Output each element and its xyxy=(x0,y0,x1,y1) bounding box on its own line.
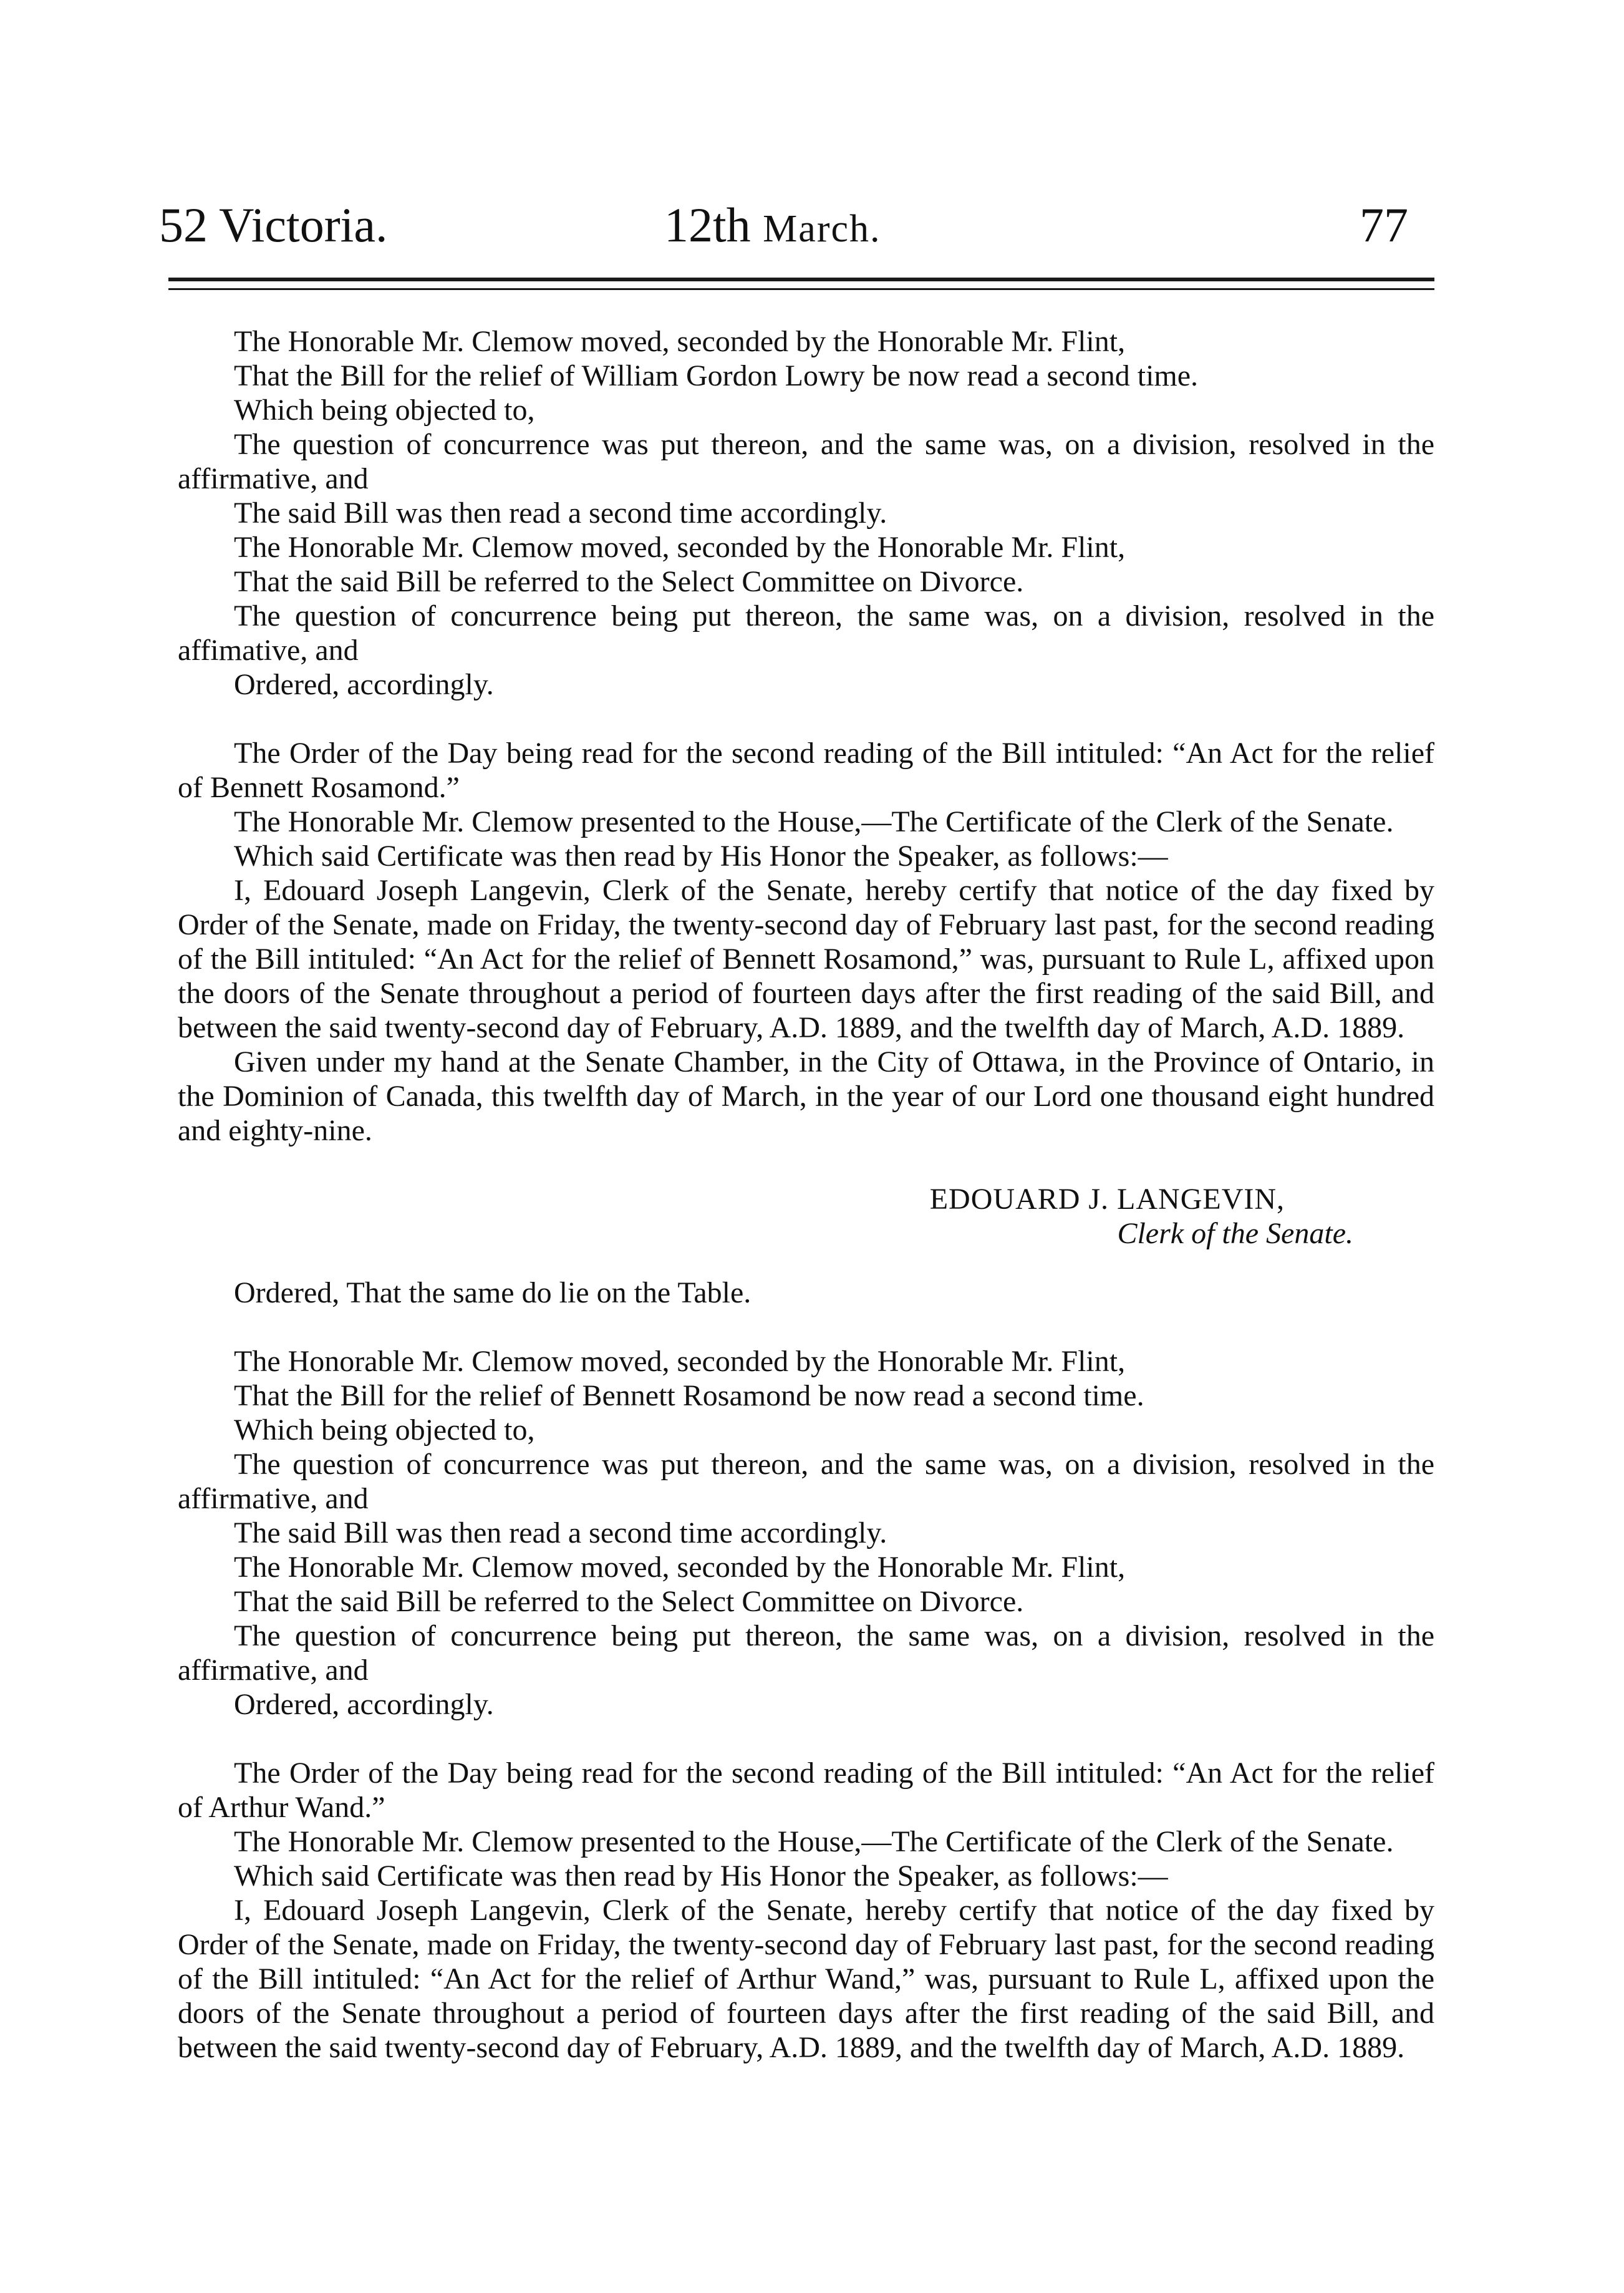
paragraph: Which being objected to, xyxy=(234,1413,535,1447)
paragraph: The said Bill was then read a second time accordingly. xyxy=(234,497,887,530)
paragraph: The Honorable Mr. Clemow presented to the House,—The Certificate of the Clerk of the Senate. xyxy=(234,1825,1394,1858)
paragraph: That the Bill for the relief of William Gordon Lowry be now read a second time. xyxy=(234,359,1199,392)
paragraph: Ordered, That the same do lie on the Table. xyxy=(234,1276,752,1309)
paragraph: The question of concurrence being put thereon, the same was, on a division, resolved in the affirmative, and xyxy=(178,1619,1434,1687)
paragraph: The Order of the Day being read for the second reading of the Bill intituled: “An Act for the relief of Arthur Wand.” xyxy=(178,1757,1434,1824)
running-head-session: 52 Victoria. xyxy=(159,198,388,252)
signature-name: EDOUARD J. LANGEVIN, xyxy=(929,1183,1285,1216)
paragraph: Which said Certificate was then read by His Honor the Speaker, as follows:— xyxy=(234,1859,1168,1893)
paragraph: Ordered, accordingly. xyxy=(234,668,494,701)
paragraph: The said Bill was then read a second time accordingly. xyxy=(234,1516,887,1549)
paragraph: The Honorable Mr. Clemow moved, seconded by the Honorable Mr. Flint, xyxy=(234,1551,1126,1584)
header-rule-thin xyxy=(168,288,1434,290)
signature-title: Clerk of the Senate. xyxy=(1117,1217,1353,1250)
paragraph: The question of concurrence was put thereon, and the same was, on a division, resolved in the affirmative, and xyxy=(178,428,1434,495)
running-head-date xyxy=(664,198,881,252)
paragraph: That the said Bill be referred to the Select Committee on Divorce. xyxy=(234,565,1024,598)
journal-body xyxy=(178,324,1434,2065)
header-rule-thick xyxy=(168,278,1434,281)
paragraph: The Honorable Mr. Clemow moved, seconded by the Honorable Mr. Flint, xyxy=(234,1345,1126,1378)
paragraph: Which being objected to, xyxy=(234,394,535,427)
running-head-month: March. xyxy=(763,208,881,250)
paragraph: The question of concurrence was put thereon, and the same was, on a division, resolved in the affirmative, and xyxy=(178,1448,1434,1515)
paragraph: The Honorable Mr. Clemow presented to the House,—The Certificate of the Clerk of the Senate. xyxy=(234,805,1394,838)
certificate-attestation: Given under my hand at the Senate Chamber, in the City of Ottawa, in the Province of Ontario, in the Dominion of Canada, this twelfth day of March, in the year of our Lord one thousand eight hundred and eighty-nine. xyxy=(178,1045,1434,1147)
certificate-text: I, Edouard Joseph Langevin, Clerk of the Senate, hereby certify that notice of the day fixed by Order of the Senate, made on Friday, the twenty-second day of February last past, for the second reading of the Bill intituled: “An Act for the relief of Arthur Wand,” was, pursuant to Rule L, affixed upon the doors of the Senate throughout a period of fourteen days after the first reading of the said Bill, and between the said twenty-second day of February, A.D. 1889, and the twelfth day of March, A.D. 1889. xyxy=(178,1894,1434,2064)
paragraph: The question of concurrence being put thereon, the same was, on a division, resolved in the affimative, and xyxy=(178,599,1434,667)
paragraph: Which said Certificate was then read by His Honor the Speaker, as follows:— xyxy=(234,840,1168,873)
page-number: 77 xyxy=(1360,198,1408,252)
paragraph: The Honorable Mr. Clemow moved, seconded by the Honorable Mr. Flint, xyxy=(234,325,1126,358)
paragraph: That the said Bill be referred to the Select Committee on Divorce. xyxy=(234,1585,1024,1618)
paragraph: The Order of the Day being read for the second reading of the Bill intituled: “An Act for the relief of Bennett Rosamond.” xyxy=(178,737,1434,804)
running-head-day: 12th xyxy=(664,198,751,252)
paragraph: The Honorable Mr. Clemow moved, seconded by the Honorable Mr. Flint, xyxy=(234,531,1126,564)
certificate-text: I, Edouard Joseph Langevin, Clerk of the Senate, hereby certify that notice of the day fixed by Order of the Senate, made on Friday, the twenty-second day of February last past, for the second reading of the Bill intituled: “An Act for the relief of Bennett Rosamond,” was, pursuant to Rule L, affixed upon the doors of the Senate throughout a period of fourteen days after the first reading of the said Bill, and between the said twenty-second day of February, A.D. 1889, and the twelfth day of March, A.D. 1889. xyxy=(178,874,1434,1044)
paragraph: That the Bill for the relief of Bennett Rosamond be now read a second time. xyxy=(234,1379,1144,1412)
paragraph: Ordered, accordingly. xyxy=(234,1688,494,1721)
